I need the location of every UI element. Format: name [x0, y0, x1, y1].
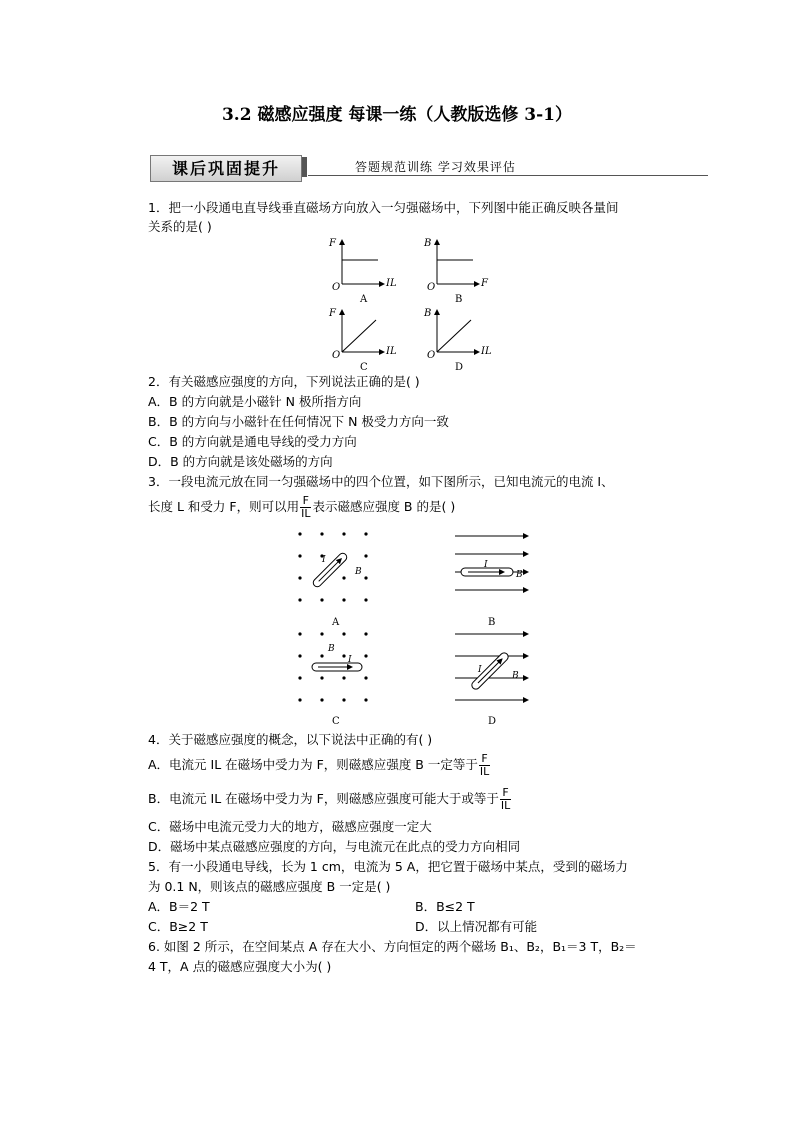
- q1-c-label: C: [360, 362, 368, 372]
- q1-graph-d: [423, 308, 492, 372]
- q1-d-xlabel: IL: [481, 346, 492, 357]
- q3-d-current: I: [478, 665, 482, 675]
- q3-stem-line2: [148, 494, 455, 520]
- q5-option-d: D．以上情况都有可能: [415, 919, 538, 934]
- q1-d-origin: O: [427, 350, 436, 361]
- banner-label: 课后巩固提升: [150, 155, 302, 182]
- field-dot: [364, 654, 367, 657]
- q3-frac-num: F: [300, 495, 311, 508]
- q3-b-current: I: [484, 560, 488, 570]
- field-dot: [298, 598, 301, 601]
- field-dot: [364, 532, 367, 535]
- q5-option-a: A．B＝2 T: [148, 899, 210, 914]
- q1-c-xlabel: IL: [386, 346, 397, 357]
- q5-stem-line2: 为 0.1 N，则该点的磁感应强度 B 一定是( ): [148, 879, 391, 894]
- page-title: 3.2 磁感应强度 每课一练（人教版选修 3-1）: [221, 105, 573, 125]
- q5-option-c: C．B≥2 T: [148, 919, 208, 934]
- q3-fraction: [300, 495, 311, 520]
- q2-option-a: A．B 的方向就是小磁针 N 极所指方向: [148, 394, 362, 409]
- q1-d-ylabel: B: [424, 308, 432, 319]
- q3-fig-b: [455, 536, 528, 628]
- q3-c-field: B: [328, 644, 335, 654]
- banner-underline: [308, 175, 708, 176]
- q4-option-d: D．磁场中某点磁感应强度的方向，与电流元在此点的受力方向相同: [148, 839, 521, 854]
- field-dot: [342, 532, 345, 535]
- field-dot: [298, 698, 301, 701]
- q3-c-label: C: [332, 716, 340, 727]
- field-dot: [364, 676, 367, 679]
- field-dot: [342, 598, 345, 601]
- q4-b-frac-num: F: [500, 787, 511, 800]
- q1-graph-a: [328, 238, 397, 305]
- q1-d-label: D: [455, 362, 464, 372]
- q1-stem-line1: 1．把一小段通电直导线垂直磁场方向放入一匀强磁场中，下列图中能正确反映各量间: [148, 200, 619, 215]
- q3-c-current: I: [348, 655, 352, 665]
- q4-b-fraction: [500, 787, 511, 812]
- q1-b-label: B: [455, 294, 463, 305]
- q3-a-current: I: [322, 555, 326, 565]
- q3-frac-den: IL: [301, 507, 311, 520]
- q3-a-field: B: [355, 567, 362, 577]
- q6-stem-line1: 6. 如图 2 所示，在空间某点 A 存在大小、方向恒定的两个磁场 B₁、B₂，B₁＝3 T，B₂＝: [148, 939, 637, 954]
- field-dot: [298, 576, 301, 579]
- q4-a-frac-num: F: [479, 753, 490, 766]
- q3-d-label: D: [488, 716, 497, 727]
- field-dot: [342, 698, 345, 701]
- field-dot: [298, 632, 301, 635]
- field-dot: [320, 654, 323, 657]
- q3-fig-a: [298, 532, 367, 628]
- q5-option-b: B．B≤2 T: [415, 899, 475, 914]
- field-dot: [342, 676, 345, 679]
- field-dot: [364, 576, 367, 579]
- q3-stem-post: 表示磁感应强度 B 的是( ): [312, 499, 456, 514]
- field-dot: [342, 632, 345, 635]
- q3-b-field: B: [516, 570, 523, 580]
- q4-a-frac-den: IL: [479, 765, 490, 778]
- q4-option-a: [148, 750, 491, 780]
- q1-a-ylabel: F: [329, 238, 336, 249]
- field-dot: [298, 554, 301, 557]
- q1-a-xlabel: IL: [386, 278, 397, 289]
- q3-fig-d: [455, 634, 528, 727]
- q1-c-ylabel: F: [329, 308, 336, 319]
- field-dot: [342, 654, 345, 657]
- q2-option-b: B．B 的方向与小磁针在任何情况下 N 极受力方向一致: [148, 414, 449, 429]
- q2-option-d: D．B 的方向就是该处磁场的方向: [148, 454, 333, 469]
- q3-fig-c: [298, 632, 367, 727]
- q3-d-field: B: [512, 671, 519, 681]
- field-dot: [298, 676, 301, 679]
- q1-a-label: A: [360, 294, 368, 305]
- q4-option-c: C．磁场中电流元受力大的地方，磁感应强度一定大: [148, 819, 432, 834]
- field-dot: [298, 532, 301, 535]
- field-dot: [342, 576, 345, 579]
- q2-option-c: C．B 的方向就是通电导线的受力方向: [148, 434, 357, 449]
- q2-stem: 2．有关磁感应强度的方向，下列说法正确的是( ): [148, 374, 420, 389]
- q3-figures: [290, 528, 540, 728]
- q1-b-xlabel: F: [481, 278, 488, 289]
- q4-a-fraction: [479, 753, 490, 778]
- field-dot: [298, 654, 301, 657]
- q1-b-ylabel: B: [424, 238, 432, 249]
- q5-stem-line1: 5．有一小段通电导线，长为 1 cm，电流为 5 A，把它置于磁场中某点，受到的磁场力: [148, 859, 628, 874]
- field-dot: [320, 598, 323, 601]
- section-banner: [150, 155, 710, 181]
- q4-option-b-text: B．电流元 IL 在磁场中受力为 F，则磁感应强度可能大于或等于: [148, 791, 499, 806]
- q1-graphs: [320, 232, 510, 372]
- banner-subtitle: 答题规范训练 学习效果评估: [355, 160, 516, 174]
- q1-c-origin: O: [332, 350, 341, 361]
- field-dot: [364, 598, 367, 601]
- field-dot: [364, 698, 367, 701]
- q3-stem-line1: 3．一段电流元放在同一匀强磁场中的四个位置，如下图所示，已知电流元的电流 I、: [148, 474, 614, 489]
- q1-b-origin: O: [427, 282, 436, 293]
- q4-stem: 4．关于磁感应强度的概念，以下说法中正确的有( ): [148, 732, 433, 747]
- q1-graph-b: [423, 238, 489, 305]
- field-dot: [364, 554, 367, 557]
- q6-stem-line2: 4 T，A 点的磁感应强度大小为( ): [148, 959, 332, 974]
- field-dot: [320, 532, 323, 535]
- field-dot: [320, 632, 323, 635]
- field-dot: [320, 676, 323, 679]
- q4-b-frac-den: IL: [500, 799, 511, 812]
- q4-option-a-text: A．电流元 IL 在磁场中受力为 F，则磁感应强度 B 一定等于: [148, 757, 478, 772]
- field-dot: [364, 632, 367, 635]
- banner-divider: [302, 157, 307, 177]
- q1-graph-c: [328, 308, 397, 372]
- q3-b-label: B: [488, 617, 496, 628]
- q3-a-label: A: [332, 617, 340, 628]
- field-dot: [320, 698, 323, 701]
- q4-option-b: [148, 784, 512, 814]
- q3-stem-pre: 长度 L 和受力 F，则可以用: [148, 499, 300, 514]
- q1-a-origin: O: [332, 282, 341, 293]
- q1-stem-line2: 关系的是( ): [148, 219, 212, 234]
